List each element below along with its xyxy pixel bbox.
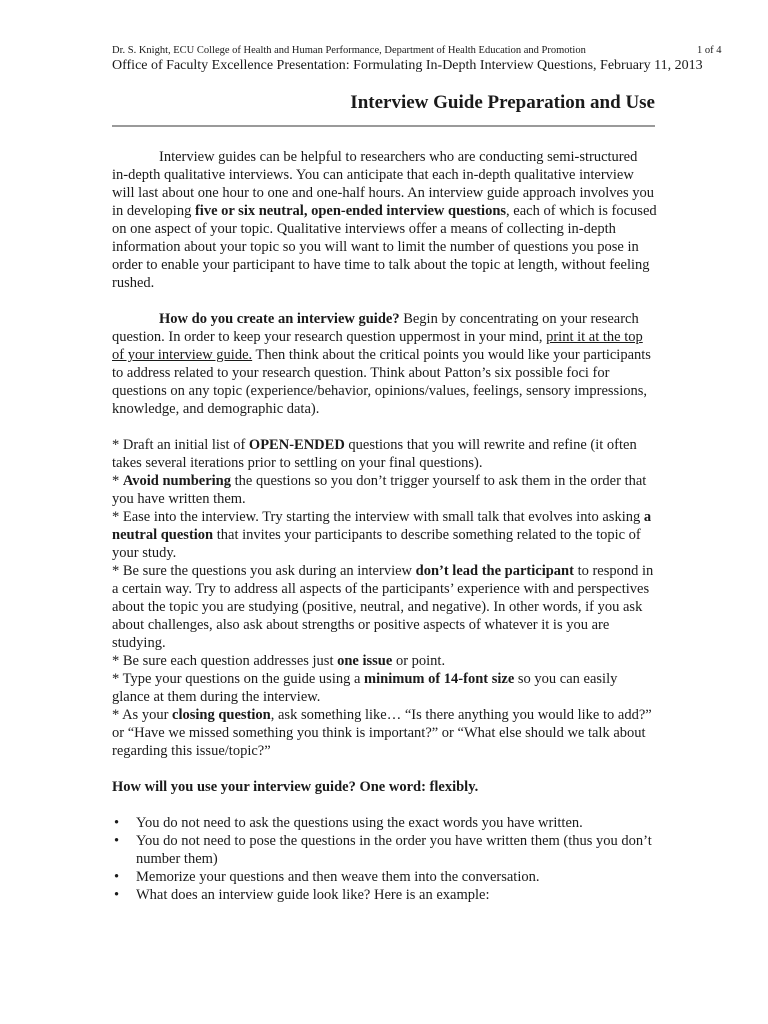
tip-item: * Avoid numbering the questions so you don’t trigger yourself to ask them in the order that you have written them.	[112, 473, 647, 507]
list-item: • You do not need to pose the questions in the order you have written them (thus you don’t number them)	[114, 833, 652, 867]
tip-item: * Be sure each question addresses just one issue or point.	[112, 653, 446, 669]
bullet-icon: •	[114, 833, 120, 849]
tip-item: * Type your questions on the guide using a minimum of 14-font size so you can easily glance at them during the interview.	[112, 671, 618, 705]
tip-item: * Ease into the interview. Try starting the interview with small talk that evolves into asking a neutral question that invites your participants to describe something related to the topic of your study.	[112, 509, 652, 561]
document-title: Interview Guide Preparation and Use	[350, 92, 655, 113]
title-divider	[112, 125, 655, 127]
usage-bullet-list	[112, 814, 657, 904]
create-text-1: Begin by concentrating on your research question. In order to keep your research question uppermost in your mind,	[112, 311, 639, 345]
use-guide-heading: How will you use your interview guide? One word: flexibly.	[112, 779, 479, 795]
tip-item: * Be sure the questions you ask during an interview don’t lead the participant to respond in a certain way. Try to address all aspects of the participants’ experience with and perspectives about the topic you are studying (positive, neutral, and negative). In other words, if you ask about challenges, also ask about strengths or positive aspects of whatever it is you are studying.	[112, 563, 654, 651]
tip-item: * As your closing question, ask something like… “Is there anything you would like to add?” or “Have we missed something you think is important?” or “What else should we talk about regarding this issue/topic?”	[112, 707, 652, 759]
create-guide-question: How do you create an interview guide?	[159, 311, 400, 327]
intro-paragraph	[112, 148, 657, 292]
bullet-icon: •	[114, 869, 120, 885]
list-item: • You do not need to ask the questions using the exact words you have written.	[114, 815, 583, 831]
bullet-icon: •	[114, 815, 120, 831]
intro-text-2: , each of which is focused on one aspect of your topic. Qualitative interviews offer a means of collecting in-depth information about your topic so you will want to limit the number of questions you pose in order to enable your participant to have time to talk about the topic at length, without feeling rushed.	[112, 203, 657, 291]
create-guide-paragraph	[112, 310, 657, 418]
create-underlined-text: print it at the top of your interview guide.	[112, 329, 643, 363]
list-item: • Memorize your questions and then weave them into the conversation.	[114, 869, 540, 885]
create-text-2: Then think about the critical points you would like your participants to address related to your research question. Think about Patton’s six possible foci for questions on any topic (experience/behavior, opinions/values, feelings, sensory impressions, knowledge, and demographic data).	[112, 347, 651, 417]
tips-list	[112, 436, 657, 760]
bullet-icon: •	[114, 887, 120, 903]
header-author-line: Dr. S. Knight, ECU College of Health and Human Performance, Department of Health Education and Promotion	[112, 45, 586, 56]
tip-item: * Draft an initial list of OPEN-ENDED questions that you will rewrite and refine (it often takes several iterations prior to settling on your final questions).	[112, 437, 637, 471]
header-presentation-line: Office of Faculty Excellence Presentation: Formulating In-Depth Interview Questions, February 11, 2013	[112, 58, 703, 73]
intro-bold: five or six neutral, open-ended interview questions	[194, 203, 507, 219]
document-body	[112, 148, 657, 904]
intro-text-1: Interview guides can be helpful to researchers who are conducting semi-structured in-depth qualitative interviews. You can anticipate that each in-depth qualitative interview will last about one hour to one and one-half hours. An interview guide approach involves you in developing	[112, 149, 655, 219]
list-item: • What does an interview guide look like? Here is an example:	[114, 887, 490, 903]
page-number: 1 of 4	[697, 45, 722, 56]
